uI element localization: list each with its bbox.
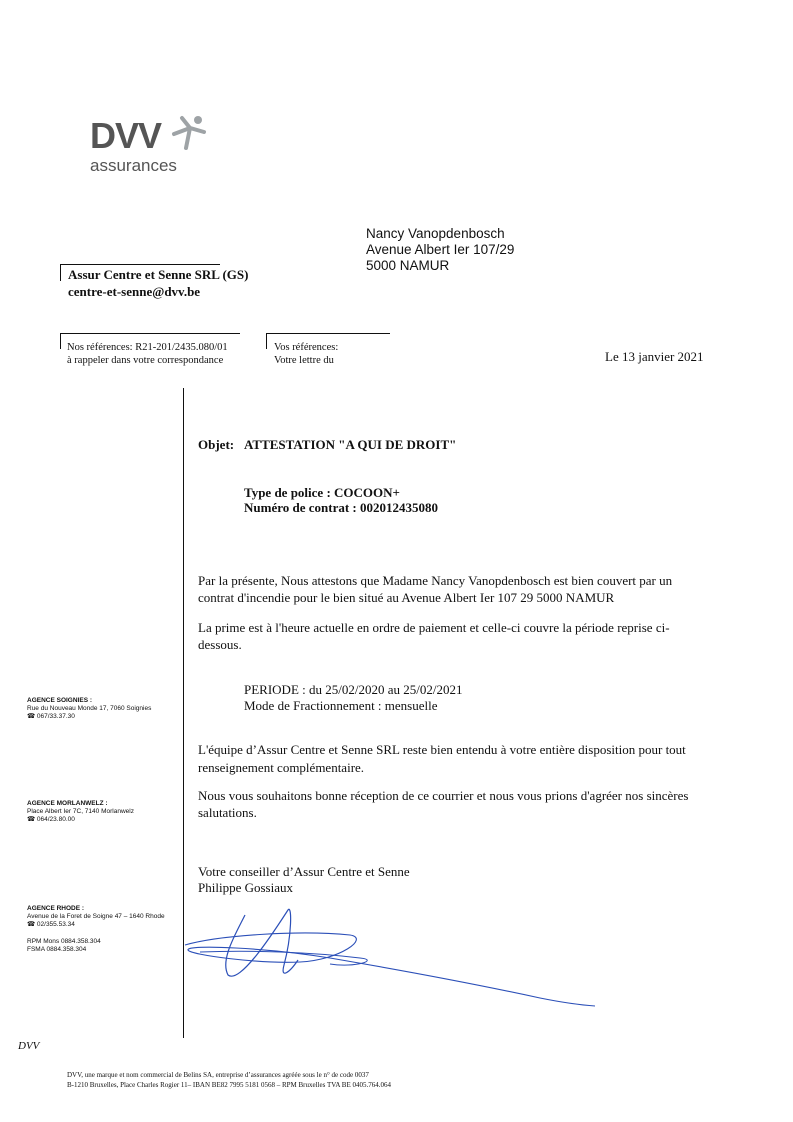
sender-email: centre-et-senne@dvv.be — [68, 284, 201, 299]
footer-line-1: DVV, une marque et nom commercial de Belins SA, entreprise d’assurances agréée sous le n° de code 0037 — [67, 1071, 369, 1079]
ref-bracket-top — [60, 333, 240, 334]
coverage-period: PERIODE : du 25/02/2020 au 25/02/2021 — [244, 682, 463, 697]
recipient-name: Nancy Vanopdenbosch — [366, 226, 505, 241]
paragraph-3-line-1: L'équipe d’Assur Centre et Senne SRL reste bien entendu à votre entière disposition pour tout — [198, 742, 686, 757]
recipient-city: 5000 NAMUR — [366, 258, 450, 273]
your-ref-bracket-top — [266, 333, 390, 334]
signature-line-2: Philippe Gossiaux — [198, 880, 293, 895]
footer-line-2: B-1210 Bruxelles, Place Charles Rogier 11– IBAN BE82 7995 5181 0568 – RPM Bruxelles TVA BE 0405.764.064 — [67, 1081, 391, 1089]
fsma-number: FSMA 0884.358.304 — [27, 946, 87, 953]
logo-wordmark: DVV — [90, 115, 162, 156]
logo-figure-icon — [168, 112, 208, 152]
paragraph-2-line-2: dessous. — [198, 637, 242, 652]
agency-1-name: AGENCE SOIGNIES : — [27, 697, 93, 704]
your-reference: Vos références: — [274, 342, 339, 353]
agency-2-phone: 064/23.80.00 — [36, 816, 75, 823]
footer-brand: DVV — [18, 1040, 40, 1052]
agency-2-name: AGENCE MORLANWELZ : — [27, 800, 108, 807]
agency-2-address: Place Albert Ier 7C, 7140 Morlanwelz — [27, 808, 134, 815]
phone-icon: ☎ — [27, 816, 37, 823]
sender-bracket-left — [60, 264, 61, 281]
contract-number: Numéro de contrat : 002012435080 — [244, 500, 439, 515]
sender-name: Assur Centre et Senne SRL (GS) — [68, 267, 249, 282]
paragraph-4-line-2: salutations. — [198, 805, 257, 820]
our-reference-note: à rappeler dans votre correspondance — [67, 355, 224, 366]
phone-icon: ☎ — [27, 921, 37, 928]
your-ref-bracket-left — [266, 333, 267, 349]
paragraph-2-line-1: La prime est à l'heure actuelle en ordre de paiement et celle-ci couvre la période reprise ci- — [198, 620, 670, 635]
signature-line-1: Votre conseiller d’Assur Centre et Senne — [198, 864, 410, 879]
policy-type: Type de police : COCOON+ — [244, 485, 400, 500]
rpm-number: RPM Mons 0884.358.304 — [27, 938, 101, 945]
logo-subtitle: assurances — [90, 156, 177, 175]
agency-1-phone: 067/33.37.30 — [36, 713, 75, 720]
phone-icon: ☎ — [27, 713, 37, 720]
agency-3-phone: 02/355.53.34 — [36, 921, 75, 928]
agency-3-name: AGENCE RHODE : — [27, 905, 85, 912]
paragraph-1-line-1: Par la présente, Nous attestons que Madame Nancy Vanopdenbosch est bien couvert par un — [198, 573, 673, 588]
your-reference-note: Votre lettre du — [274, 355, 334, 366]
paragraph-3-line-2: renseignement complémentaire. — [198, 760, 365, 775]
letter-date: Le 13 janvier 2021 — [605, 349, 704, 364]
agency-3-address: Avenue de la Foret de Soigne 47 – 1640 Rhode — [27, 913, 165, 920]
subject-value: ATTESTATION "A QUI DE DROIT" — [244, 437, 457, 452]
sender-bracket-top — [60, 264, 220, 265]
ref-bracket-left — [60, 333, 61, 349]
agency-1-address: Rue du Nouveau Monde 17, 7060 Soignies — [27, 705, 152, 712]
our-reference: Nos références: R21-201/2435.080/01 — [67, 342, 228, 353]
recipient-street: Avenue Albert Ier 107/29 — [366, 242, 515, 257]
subject-label: Objet: — [198, 437, 235, 452]
handwritten-signature — [180, 890, 600, 1020]
paragraph-1-line-2: contrat d'incendie pour le bien situé au Avenue Albert Ier 107 29 5000 NAMUR — [198, 590, 615, 605]
payment-mode: Mode de Fractionnement : mensuelle — [244, 698, 438, 713]
paragraph-4-line-1: Nous vous souhaitons bonne réception de ce courrier et nous vous prions d'agréer nos sincères — [198, 788, 689, 803]
